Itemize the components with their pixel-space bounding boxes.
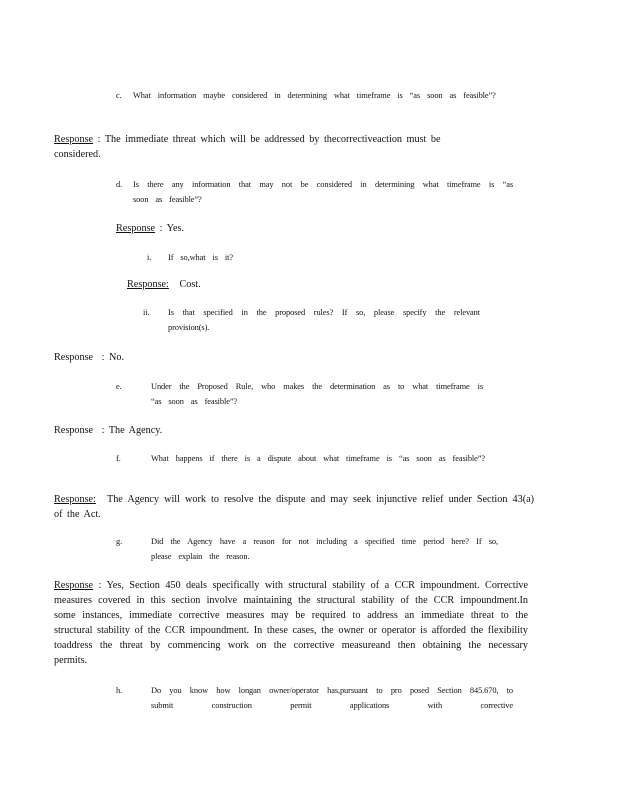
question-d xyxy=(116,177,516,207)
response-c xyxy=(54,132,484,162)
question-label: d. xyxy=(116,180,123,189)
question-text: If so,what is it? xyxy=(168,253,233,262)
question-label: h. xyxy=(116,686,123,695)
question-label: c. xyxy=(116,91,122,100)
response-e xyxy=(54,423,254,438)
question-e xyxy=(116,379,486,409)
question-text: Under the Proposed Rule, who makes the determination as to what timeframe is “as soon as feasible”? xyxy=(151,382,483,406)
question-text: Is that specified in the proposed rules? If so, please specify the relevant provision(s). xyxy=(168,308,480,332)
response-label: Response xyxy=(116,223,156,234)
response-label: Response: xyxy=(54,494,96,505)
response-text: No. xyxy=(109,352,124,363)
question-label: g. xyxy=(116,537,123,546)
question-text: Is there any information that may not be considered in determining what timeframe is “as soon as feasible”? xyxy=(133,180,513,204)
response-text: The Agency. xyxy=(108,425,163,436)
response-text: Cost. xyxy=(179,279,201,290)
question-c xyxy=(116,88,516,118)
question-text: What happens if there is a dispute about what timeframe is “as soon as feasible”? xyxy=(151,454,485,463)
response-label: Response xyxy=(54,352,94,363)
question-label: ii. xyxy=(143,308,150,317)
question-f xyxy=(116,451,516,481)
question-g xyxy=(116,534,501,564)
response-separator: : xyxy=(97,134,101,145)
response-g xyxy=(54,578,528,668)
question-text: Did the Agency have a reason for not including a specified time period here? If so, please explain the reason. xyxy=(151,537,498,561)
response-label: Response xyxy=(54,580,94,591)
question-text: What information maybe considered in determining what timeframe is “as soon as feasible”? xyxy=(133,91,496,100)
response-separator: : xyxy=(101,425,105,436)
response-f xyxy=(54,492,534,522)
response-label: Response xyxy=(54,425,94,436)
question-label: i. xyxy=(147,253,152,262)
response-d-i xyxy=(127,277,327,292)
response-label: Response xyxy=(54,134,94,145)
response-separator: : xyxy=(98,580,102,591)
response-text: The immediate threat which will be addressed by thecorrectiveaction must be considered. xyxy=(54,134,441,160)
response-text: Yes. xyxy=(166,223,184,234)
question-label: f. xyxy=(116,454,121,463)
response-text: The Agency will work to resolve the dispute and may seek injunctive relief under Section 43(a) of the Act. xyxy=(54,494,535,520)
response-text: Yes, Section 450 deals specifically with structural stability of a CCR impoundment. Corrective measures covered in this section involve maintaining the structural stability of the CCR impoundment.In some instances, immediate corrective measures may be required to address an immediate threat to the structural stability of the CCR impoundment. In these cases, the owner or operator is afforded the flexibility toaddress the threat by commencing work on the corrective measureand then obtaining the necessary permits. xyxy=(54,580,529,666)
question-text: Do you know how longan owner/operator has,pursuant to pro posed Section 845.670, to submit construction permit applications with corrective xyxy=(151,686,513,710)
response-separator: : xyxy=(159,223,163,234)
question-label: e. xyxy=(116,382,122,391)
question-d-ii xyxy=(143,305,483,335)
response-label: Response: xyxy=(127,279,169,290)
response-d xyxy=(116,221,416,236)
response-separator: : xyxy=(101,352,105,363)
response-d-ii xyxy=(54,350,254,365)
question-d-i xyxy=(147,250,347,265)
question-h xyxy=(116,683,516,713)
